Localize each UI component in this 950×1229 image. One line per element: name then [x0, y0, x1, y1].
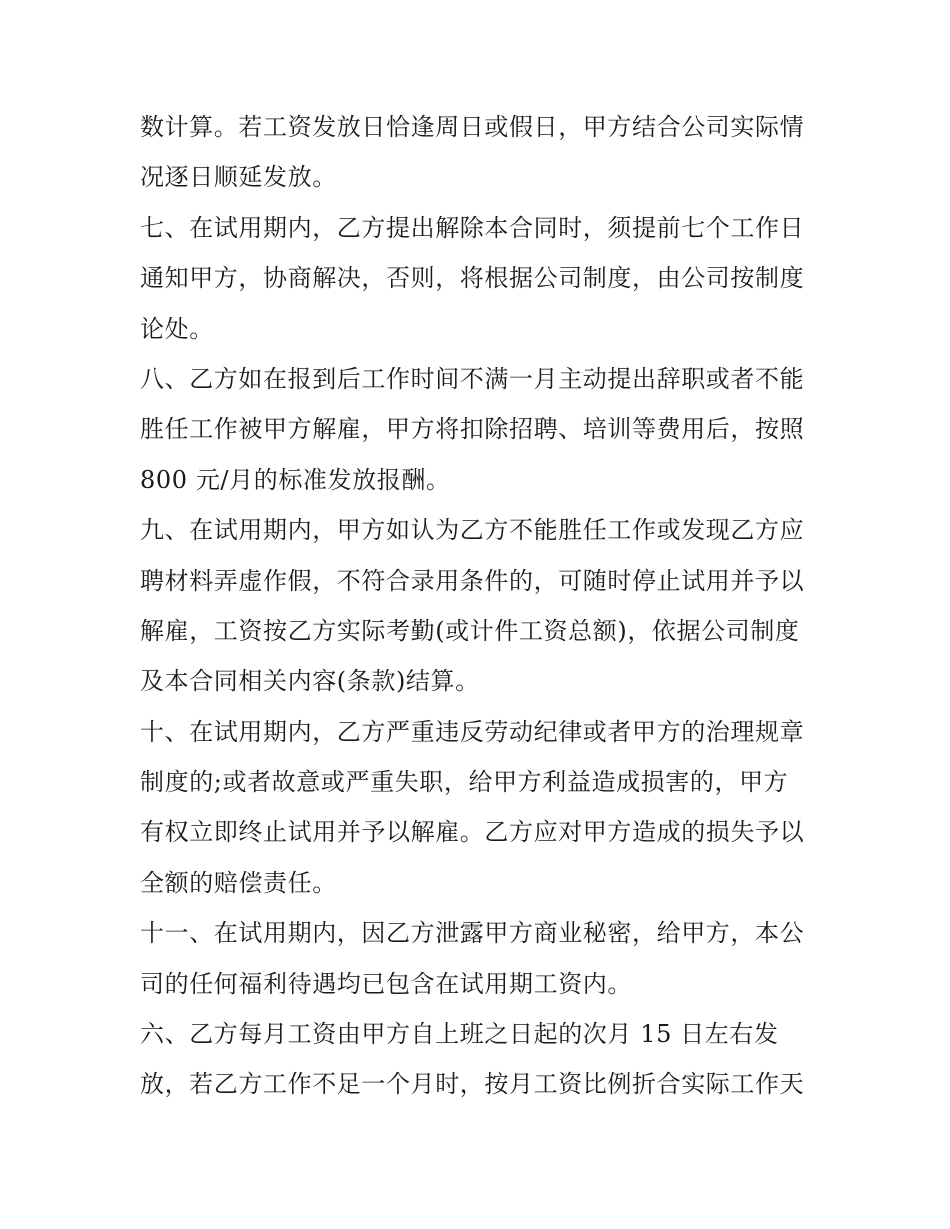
- text-line: 论处。: [140, 314, 214, 343]
- text-line: 及本合同相关内容(条款)结算。: [140, 667, 480, 696]
- text-line: 通知甲方，协商解决，否则，将根据公司制度，由公司按制度: [140, 264, 805, 293]
- text-line: 六、乙方每月工资由甲方自上班之日起的次月 15 日左右发: [140, 1020, 779, 1049]
- contract-text: [140, 102, 820, 1110]
- text-line: 800 元/月的标准发放报酬。: [140, 465, 451, 494]
- text-line: 胜任工作被甲方解雇，甲方将扣除招聘、培训等费用后，按照: [140, 415, 805, 444]
- text-line: 十一、在试用期内，因乙方泄露甲方商业秘密，给甲方，本公: [140, 919, 805, 948]
- text-line: 八、乙方如在报到后工作时间不满一月主动提出辞职或者不能: [140, 364, 805, 393]
- text-line: 九、在试用期内，甲方如认为乙方不能胜任工作或发现乙方应: [140, 516, 805, 545]
- text-line: 况逐日顺延发放。: [140, 163, 337, 192]
- text-line: 十、在试用期内，乙方严重违反劳动纪律或者甲方的治理规章: [140, 717, 805, 746]
- text-line: 有权立即终止试用并予以解雇。乙方应对甲方造成的损失予以: [140, 818, 805, 847]
- text-line: 数计算。若工资发放日恰逢周日或假日，甲方结合公司实际情: [140, 113, 805, 141]
- text-line: 解雇，工资按乙方实际考勤(或计件工资总额)，依据公司制度: [140, 616, 800, 645]
- text-line: 司的任何福利待遇均已包含在试用期工资内。: [140, 969, 632, 998]
- text-line: 全额的赔偿责任。: [140, 868, 337, 897]
- text-line: 聘材料弄虚作假，不符合录用条件的，可随时停止试用并予以: [140, 566, 805, 595]
- text-line: 七、在试用期内，乙方提出解除本合同时，须提前七个工作日: [140, 213, 805, 242]
- text-line: 制度的;或者故意或严重失职，给甲方利益造成损害的，甲方: [140, 768, 789, 797]
- text-line: 放，若乙方工作不足一个月时，按月工资比例折合实际工作天: [140, 1070, 805, 1099]
